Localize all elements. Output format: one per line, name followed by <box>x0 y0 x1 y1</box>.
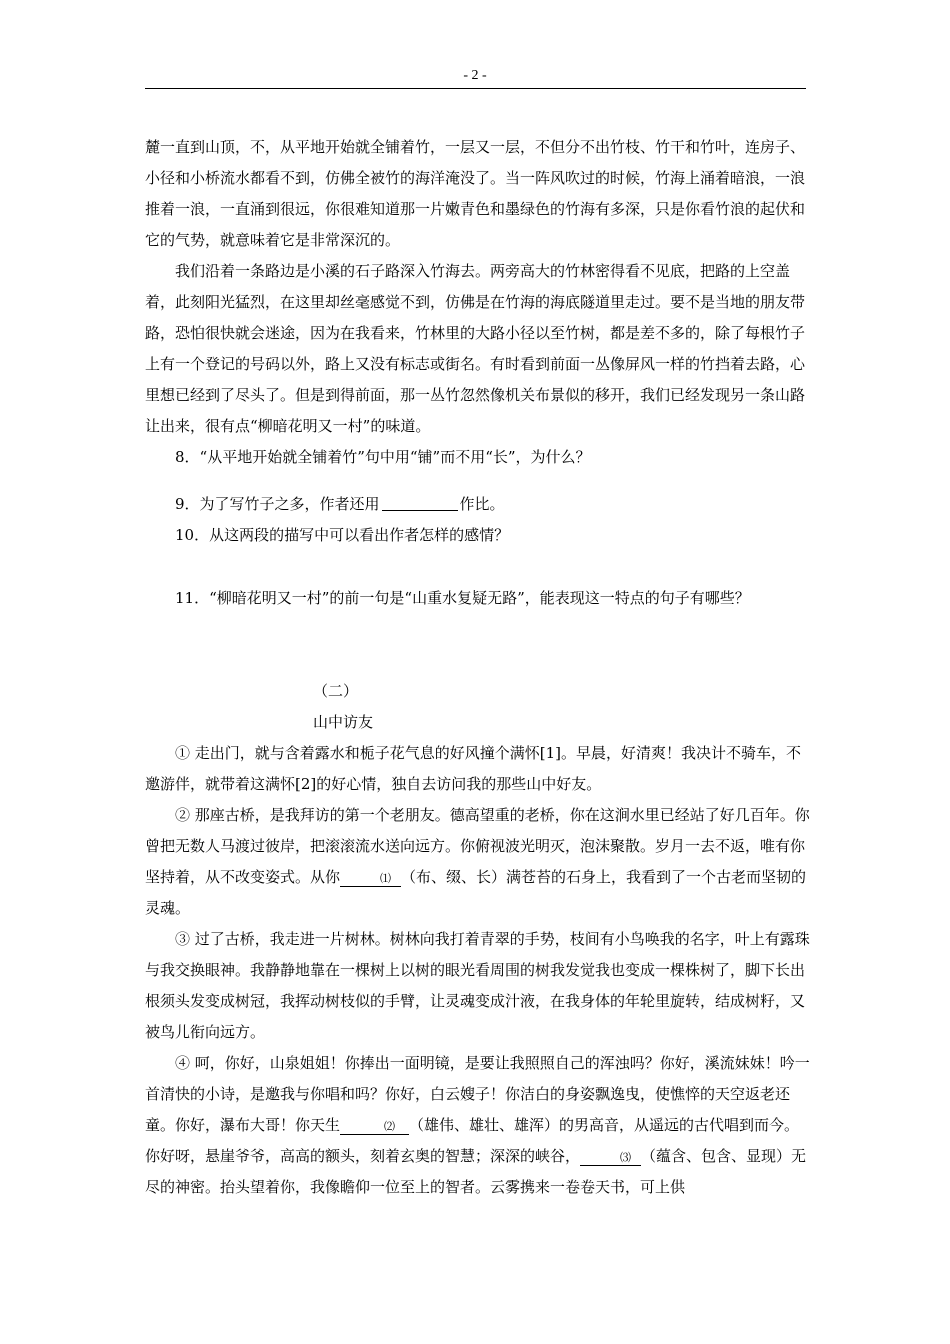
question-9 <box>145 489 811 520</box>
fill-blank-3[interactable]: ⑶ <box>580 1151 641 1166</box>
header-rule <box>145 88 806 89</box>
fill-blank-2[interactable]: ⑵ <box>340 1120 409 1135</box>
question-9-tail: 作比。 <box>459 495 505 513</box>
question-10: 10．从这两段的描写中可以看出作者怎样的感情？ <box>175 526 510 544</box>
section2-paragraph-2 <box>145 800 811 924</box>
answer-space-10 <box>145 551 811 583</box>
page-number: - 2 - <box>463 68 487 83</box>
question-9-text: 9．为了写竹子之多，作者还用 <box>175 495 380 513</box>
paragraph-4-text-b: （雄伟、雄壮、雄浑）的男高音，从遥远的古代唱到而今。你好呀，悬崖爷爷，高高的额头，刻着玄奥的智慧；深深的峡谷， <box>145 1116 800 1165</box>
passage1-paragraph-2: 我们沿着一条路边是小溪的石子路深入竹海去。两旁高大的竹林密得看不见底，把路的上空盖着，此刻阳光猛烈，在这里却丝毫感觉不到，仿佛是在竹海的海底隧道里走过。要不是当地的朋友带路，恐怕很快就会迷途，因为在我看来，竹林里的大路小径以至竹树，都是差不多的，除了每根竹子上有一个登记的号码以外，路上又没有标志或街名。有时看到前面一丛像屏风一样的竹挡着去路，心里想已经到了尽头了。但是到得前面，那一丛竹忽然像机关布景似的移开，我们已经发现另一条山路让出来，很有点“柳暗花明又一村”的味道。 <box>145 262 806 435</box>
question-8: 8．“从平地开始就全铺着竹”句中用“铺”而不用“长”，为什么？ <box>175 448 591 466</box>
section2-paragraph-1: ① 走出门，就与含着露水和栀子花气息的好风撞个满怀[1]。早晨，好清爽！我决计不骑车，不邀游伴，就带着这满怀[2]的好心情，独自去访问我的那些山中好友。 <box>145 744 802 793</box>
question-11: 11．“柳暗花明又一村”的前一句是“山重水复疑无路”，能表现这一特点的句子有哪些？ <box>175 589 750 607</box>
section2-paragraph-3: ③ 过了古桥，我走进一片树林。树林向我打着青翠的手势，枝间有小鸟唤我的名字，叶上有露珠与我交换眼神。我静静地靠在一棵树上以树的眼光看周围的树我发觉我也变成一棵株树了，脚下长出根须头发变成树冠，我挥动树枝似的手臂，让灵魂变成汁液，在我身体的年轮里旋转，结成树籽，又被鸟儿衔向远方。 <box>145 930 810 1041</box>
passage1-paragraph-1: 麓一直到山顶，不，从平地开始就全铺着竹，一层又一层，不但分不出竹枝、竹干和竹叶，连房子、小径和小桥流水都看不到，仿佛全被竹的海洋淹没了。当一阵风吹过的时候，竹海上涌着暗浪，一浪推着一浪，一直涌到很远，你很难知道那一片嫩青色和墨绿色的竹海有多深，只是你看竹浪的起伏和它的气势，就意味着它是非常深沉的。 <box>145 138 806 249</box>
answer-space-11 <box>145 614 811 676</box>
fill-blank-9[interactable] <box>382 494 458 511</box>
paragraph-2-tail: （布、缀、长）满苍苔的石身上，我看到了一个古老而坚韧的灵魂。 <box>145 868 807 917</box>
answer-space-8 <box>145 473 811 489</box>
section-label: （二） <box>313 682 359 700</box>
paragraph-2-text: ② 那座古桥，是我拜访的第一个老朋友。德高望重的老桥，你在这涧水里已经站了好几百年。你曾把无数人马渡过彼岸，把滚滚流水送向远方。你俯视波光明灭，泡沫聚散。岁月一去不返，唯有你坚持着，从不改变姿式。从你 <box>145 806 810 886</box>
fill-blank-1[interactable]: ⑴ <box>340 872 401 887</box>
paragraph-4-text-c: （蕴含、包含、显现）无尽的神密。抬头望着你，我像瞻仰一位至上的智者。云雾携来一卷卷天书，可上供 <box>145 1147 807 1196</box>
section-title: 山中访友 <box>313 713 374 731</box>
document-body <box>145 132 811 1203</box>
paragraph-4-text-a: ④ 呵，你好，山泉姐姐！你捧出一面明镜，是要让我照照自己的浑浊吗？你好，溪流妹妹！吟一首清快的小诗，是邀我与你唱和吗？你好，白云嫂子！你洁白的身姿飘逸曳，使憔悴的天空返老还童。你好，瀑布大哥！你天生 <box>145 1054 810 1134</box>
section2-paragraph-4 <box>145 1048 811 1203</box>
